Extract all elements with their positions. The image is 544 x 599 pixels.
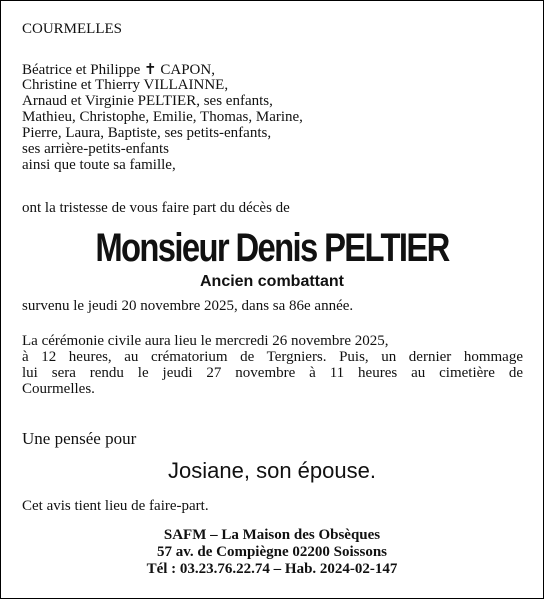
ceremony-line-1: La cérémonie civile aura lieu le mercredi 26 novembre 2025, — [22, 333, 389, 349]
ceremony-line-4: Courmelles. — [22, 381, 95, 397]
thought-intro: Une pensée pour — [22, 429, 137, 448]
family-line-7: ainsi que toute sa famille, — [22, 157, 176, 173]
ceremony-paragraph — [22, 333, 523, 397]
family-line-1-text: Béatrice et Philippe — [22, 62, 141, 78]
family-line-1-name: CAPON, — [160, 62, 215, 78]
death-info: survenu le jeudi 20 novembre 2025, dans sa 86e année. — [22, 298, 354, 314]
funeral-home-footer — [1, 527, 543, 578]
footer-address: 57 av. de Compiègne 02200 Soissons — [156, 544, 388, 560]
ceremony-line-3: lui sera rendu le jeudi 27 novembre à 11 heures au cimetière de — [22, 365, 523, 381]
deceased-title: Ancien combattant — [199, 273, 344, 290]
thought-name: Josiane, son épouse. — [168, 458, 376, 483]
family-line-4: Mathieu, Christophe, Emilie, Thomas, Marine, — [22, 109, 303, 125]
cross-icon: ✝ — [144, 60, 157, 78]
deceased-name: Monsieur Denis PELTIER — [95, 226, 449, 270]
family-line-6: ses arrière-petits-enfants — [22, 141, 170, 157]
family-line-2: Christine et Thierry VILLAINNE, — [22, 77, 229, 93]
town-heading: COURMELLES — [22, 21, 123, 37]
family-line-5: Pierre, Laura, Baptiste, ses petits-enfants, — [22, 125, 272, 141]
ceremony-line-2: à 12 heures, au crématorium de Tergniers. Puis, un dernier hommage — [22, 349, 523, 365]
footer-contact: Tél : 03.23.76.22.74 – Hab. 2024-02-147 — [146, 561, 398, 577]
announcement-intro: ont la tristesse de vous faire part du décès de — [22, 200, 290, 216]
family-list — [22, 61, 303, 173]
footer-company: SAFM – La Maison des Obsèques — [163, 527, 381, 543]
notice-text: Cet avis tient lieu de faire-part. — [22, 498, 209, 514]
family-line-3: Arnaud et Virginie PELTIER, ses enfants, — [22, 93, 273, 109]
family-line-1 — [22, 61, 303, 77]
